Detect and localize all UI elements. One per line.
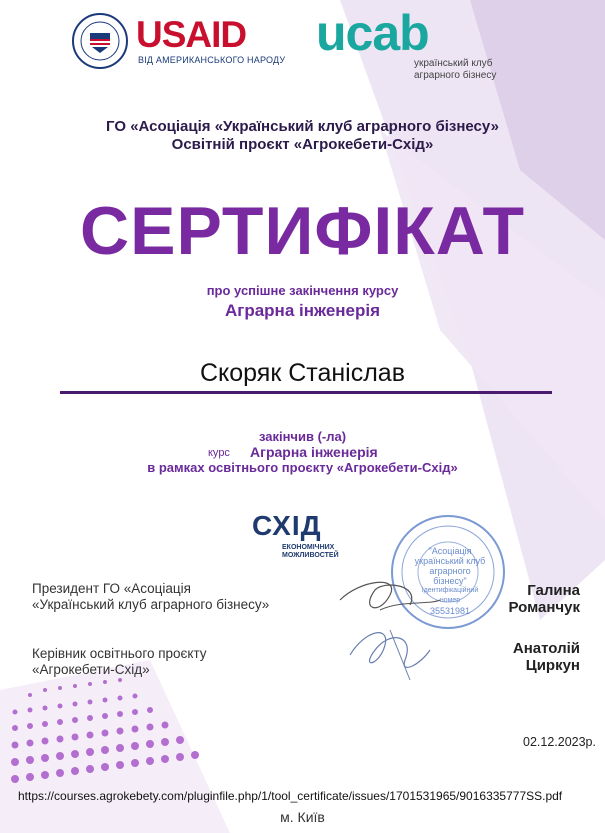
stamp-text-line1: "Асоціація (428, 546, 472, 556)
project-line: в рамках освітнього проєкту «Агрокебети-Схід» (147, 460, 458, 475)
first-signer-name-line1: Галина (527, 582, 580, 599)
first-signer-name (480, 582, 580, 616)
issue-date: 02.12.2023р. (523, 735, 596, 749)
second-signer-title-line2: «Агрокебети-Схід» (32, 662, 150, 677)
city: м. Київ (280, 809, 325, 825)
partner-logo-subtitle-line2: МОЖЛИВОСТЕЙ (282, 552, 339, 559)
stamp-text-line7: 35531981 (429, 606, 471, 616)
second-signer-name-line2: Циркун (525, 657, 580, 674)
partner-logo-subtitle (282, 544, 339, 560)
ucab-subtitle (414, 58, 524, 82)
name-underline (60, 391, 552, 394)
second-signer-name (480, 640, 580, 674)
certificate-title: СЕРТИФІКАТ (79, 193, 526, 269)
signature-strokes-icon (320, 570, 470, 690)
course-name: Аграрна інженерія (224, 301, 381, 320)
stamp-text-line2: український клуб (414, 556, 486, 566)
usaid-seal-icon (72, 13, 128, 69)
stamp-text-line6: номер (439, 597, 461, 604)
certificate-url[interactable]: https://courses.agrokebety.com/pluginfile.php/1/tool_certificate/issues/1701531965/9016335777SS.pdf (18, 789, 563, 803)
first-signer-title-line1: Президент ГО «Асоціація (32, 581, 191, 596)
first-signer-name-line2: Романчук (508, 599, 580, 616)
stamp-text-line5: Ідентифікаційний (421, 587, 479, 594)
first-signer-title-line2: «Український клуб аграрного бізнесу» (32, 597, 270, 612)
completion-text: про успішне закінчення курсу (206, 283, 399, 298)
organization-line-1: ГО «Асоціація «Український клуб аграрного бізнесу» (106, 118, 499, 135)
second-signer-title-line1: Керівник освітнього проєкту (32, 646, 207, 661)
partner-logo-subtitle-line1: ЕКОНОМІЧНИХ (282, 544, 335, 551)
first-signer-title (32, 581, 269, 613)
completed-label: закінчив (-ла) (258, 429, 347, 444)
second-signer-title (32, 646, 207, 678)
usaid-logo-text: USAID (136, 14, 247, 55)
usaid-subtitle: ВІД АМЕРИКАНСЬКОГО НАРОДУ (138, 55, 286, 65)
course-name-2: Аграрна інженерія (250, 444, 378, 460)
ucab-subtitle-line2: аграрного бізнесу (414, 70, 497, 81)
stamp-text-line3: аграрного (429, 566, 471, 576)
recipient-name: Скоряк Станіслав (200, 359, 405, 387)
organization-line-2: Освітній проєкт «Агрокебети-Схід» (171, 136, 434, 153)
partner-logo-text: СХІД (252, 510, 322, 541)
partner-logo (252, 510, 362, 558)
stamp-text-line4: бізнесу" (433, 576, 467, 586)
ucab-logo-text: ucab (316, 5, 429, 61)
ucab-subtitle-line1: український клуб (414, 58, 493, 69)
second-signer-name-line1: Анатолій (512, 640, 580, 657)
course-prefix: курс (208, 447, 230, 459)
